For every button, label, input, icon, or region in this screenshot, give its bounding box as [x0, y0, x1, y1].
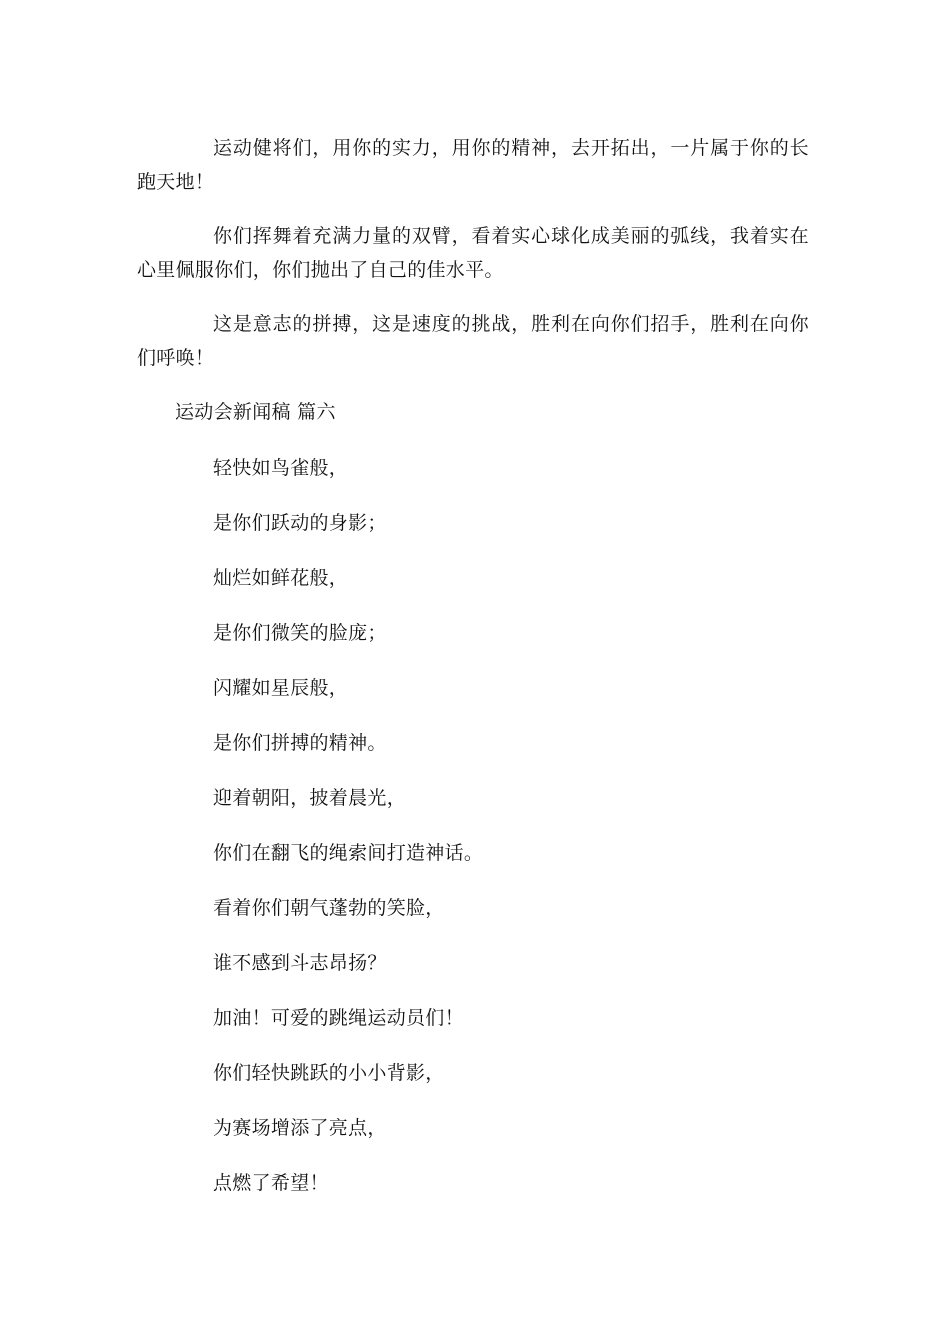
poem-line: 迎着朝阳，披着晨光， — [213, 787, 407, 809]
paragraph-shot-put: 你们挥舞着充满力量的双臂，看着实心球化成美丽的弧线，我着实在心里佩服你们，你们抛出了自己的佳水平。 — [137, 225, 809, 281]
poem-line: 你们轻快跳跃的小小背影， — [213, 1062, 445, 1084]
poem-line: 闪耀如星辰般， — [213, 677, 349, 699]
poem-line: 看着你们朝气蓬勃的笑脸， — [213, 897, 445, 919]
poem-line: 点燃了希望！ — [213, 1172, 329, 1194]
poem-line: 谁不感到斗志昂扬？ — [213, 952, 387, 974]
poem-line: 轻快如鸟雀般， — [213, 457, 349, 479]
poem-line: 是你们微笑的脸庞； — [213, 622, 387, 644]
paragraph-long-run: 运动健将们，用你的实力，用你的精神，去开拓出，一片属于你的长跑天地！ — [137, 137, 809, 193]
poem-line: 为赛场增添了亮点， — [213, 1117, 387, 1139]
poem-line: 灿烂如鲜花般， — [213, 567, 349, 589]
paragraph-challenge: 这是意志的拼搏，这是速度的挑战，胜利在向你们招手，胜利在向你们呼唤！ — [137, 313, 809, 369]
poem-line: 是你们跃动的身影； — [213, 512, 387, 534]
poem-line: 你们在翻飞的绳索间打造神话。 — [213, 842, 484, 864]
poem-line: 是你们拼搏的精神。 — [213, 732, 387, 754]
section-heading: 运动会新闻稿 篇六 — [175, 401, 336, 423]
poem-line: 加油！可爱的跳绳运动员们！ — [213, 1007, 464, 1029]
